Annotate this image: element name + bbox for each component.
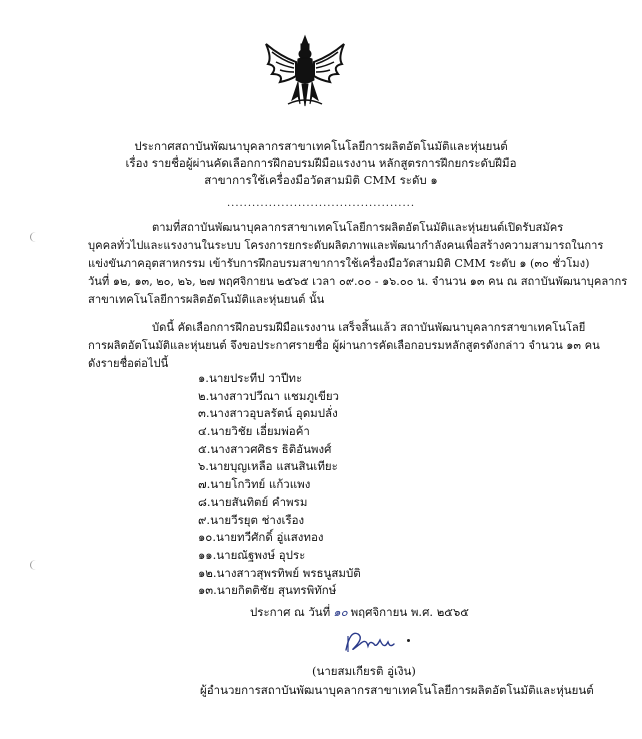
list-item: ๑๐.นายทวีศักดิ์ อู่แสงทอง xyxy=(198,530,324,545)
list-item: ๕.นางสาวศศิธร ธิติอันพงศ์ xyxy=(198,441,332,456)
announcement-title: ประกาศสถาบันพัฒนาบุคลากรสาขาเทคโนโลยีการผลิตอัตโนมัติและหุ่นยนต์ xyxy=(134,139,508,153)
para1-line1: ตามที่สถาบันพัฒนาบุคลากรสาขาเทคโนโลยีการผลิตอัตโนมัติและหุ่นยนต์เปิดรับสมัคร xyxy=(152,221,564,234)
announcement-subject: เรื่อง รายชื่อผู้ผ่านคัดเลือกการฝึกอบรมฝีมือแรงงาน หลักสูตรการฝึกยกระดับฝีมือ xyxy=(125,156,517,170)
para1-line5: สาขาเทคโนโลยีการผลิตอัตโนมัติและหุ่นยนต์ นั้น xyxy=(88,293,325,306)
name-list xyxy=(198,370,361,600)
para2-line1: บัดนี้ คัดเลือกการฝึกอบรมฝีมือแรงงาน เสร็จสิ้นแล้ว สถาบันพัฒนาบุคลากรสาขาเทคโนโลยี xyxy=(152,321,586,334)
list-item: ๒.นางสาวปวีณา แชมภูเขียว xyxy=(198,388,340,403)
date-day: ๑๐ xyxy=(333,605,348,619)
para2-line2: การผลิตอัตโนมัติและหุ่นยนต์ จึงขอประกาศรายชื่อ ผู้ผ่านการคัดเลือกอบรมหลักสูตรดังกล่าว จำนวน ๑๓ คน xyxy=(88,339,600,352)
scan-edge-mark xyxy=(30,560,41,570)
scan-edge-mark xyxy=(30,232,41,242)
para1-line2: บุคคลทั่วไปและแรงงานในระบบ โครงการยกระดับผลิตภาพและพัฒนากำลังคนเพื่อสร้างความสามารถในการ xyxy=(88,239,604,252)
garuda-emblem-icon xyxy=(258,34,352,108)
list-item: ๑๓.นายกิตติชัย สุนทรพิทักษ์ xyxy=(198,583,337,598)
list-item: ๖.นายบุญเหลือ แสนสินเทียะ xyxy=(198,459,338,474)
announcement-date xyxy=(250,605,469,620)
signature-mark xyxy=(407,639,410,642)
list-item: ๑๒.นางสาวสุพรทิพย์ พรธนูสมบัติ xyxy=(198,565,361,580)
date-prefix: ประกาศ ณ วันที่ xyxy=(250,605,331,619)
list-item: ๓.นางสาวอุบลรัตน์ อุดมปลั่ง xyxy=(198,406,338,421)
title-separator: ............................................. xyxy=(226,198,416,209)
para1-line3: แข่งขันภาคอุตสาหกรรม เข้ารับการฝึกอบรมสาขาการใช้เครื่องมือวัดสามมิติ CMM ระดับ ๑ (๓๐ ชั่วโมง) xyxy=(88,257,590,270)
list-item: ๑.นายประทีป วาปีทะ xyxy=(198,371,303,385)
list-item: ๔.นายวิชัย เอี่ยมพ่อค้า xyxy=(198,424,310,439)
date-suffix: พฤศจิกายน พ.ศ. ๒๕๖๕ xyxy=(350,605,469,619)
para1-line4: วันที่ ๑๒, ๑๓, ๒๐, ๒๖, ๒๗ พฤศจิกายน ๒๕๖๕ เวลา ๐๙.๐๐ - ๑๖.๐๐ น. จำนวน ๑๓ คน ณ สถาบันพัฒนาบุคลากร xyxy=(88,275,628,288)
list-item: ๗.นายโกวิทย์ แก้วแพง xyxy=(198,477,311,492)
signer-name: (นายสมเกียรติ อู่เงิน) xyxy=(312,664,416,678)
signature-icon xyxy=(340,626,400,656)
list-item: ๘.นายสันทิตย์ คำพรม xyxy=(198,494,308,509)
list-item: ๙.นายวีรยุต ช่างเรือง xyxy=(198,512,305,527)
announcement-subject-line2: สาขาการใช้เครื่องมือวัดสามมิติ CMM ระดับ ๑ xyxy=(204,173,438,187)
list-item: ๑๑.นายณัฐพงษ์ อุประ xyxy=(198,547,306,562)
signer-title: ผู้อำนวยการสถาบันพัฒนาบุคลากรสาขาเทคโนโลยีการผลิตอัตโนมัติและหุ่นยนต์ xyxy=(200,683,594,697)
para2-line3: ดังรายชื่อต่อไปนี้ xyxy=(88,357,169,370)
